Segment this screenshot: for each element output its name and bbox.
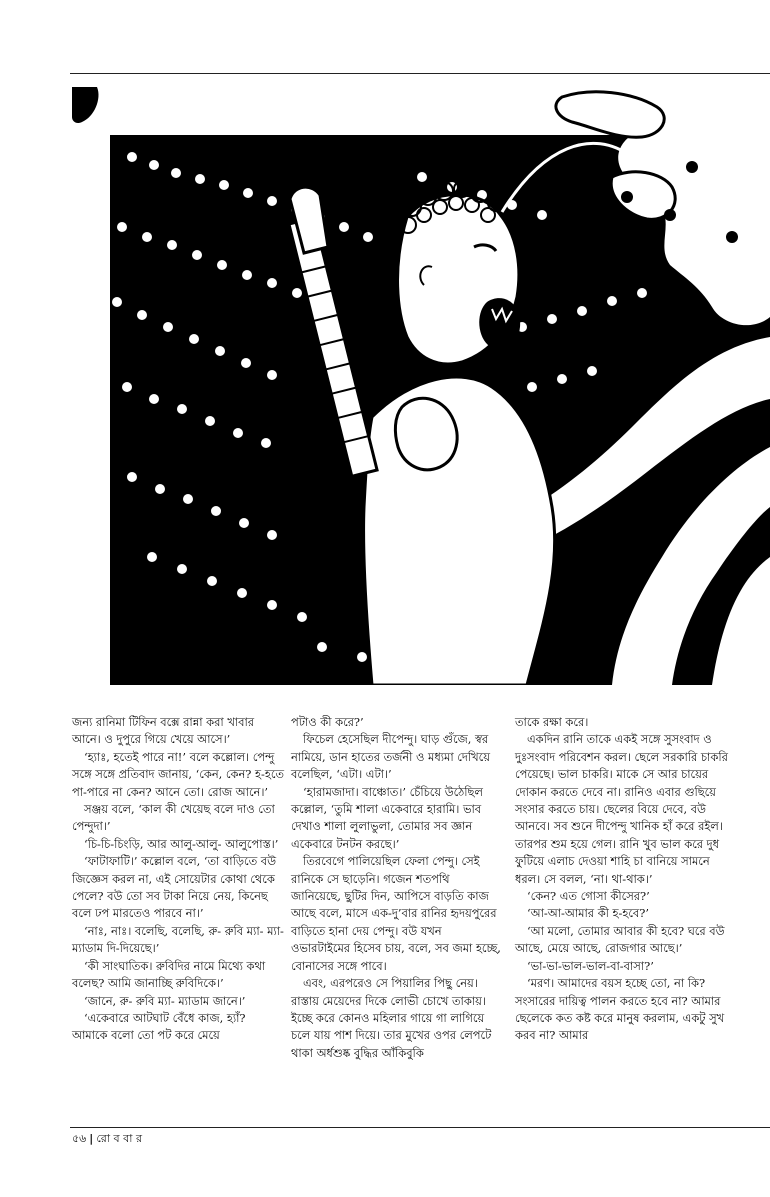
paragraph: তাকে রক্ষা করে। [515, 715, 589, 729]
paragraph: ‘কী সাংঘাতিক। রুবিদির নামে মিথ্যে কথা বলেছ? আমি জানাচ্ছি রুবিদিকে।’ [72, 958, 266, 991]
paragraph: ‘আ মলো, তোমার আবার কী হবে? ঘরে বউ আছে, মেয়ে আছে, রোজগার আছে।’ [515, 923, 725, 956]
bottom-rule [70, 1127, 770, 1128]
paragraph: ‘চি-চি-চিংড়ি, আর আলু-আলু- আলুপোস্ত।’ [84, 836, 279, 851]
paragraph: ‘হারামজাদা। বাঞ্চোত।’ চেঁচিয়ে উঠেছিল কল্লোল, ‘তুমি শালা একেবারে হারামি। ভাব দেখাও শালা লুলাভুলা, তোমার সব জ্ঞান একেবারে টনটন করছে।’ [291, 784, 483, 851]
footer-separator: | [89, 1132, 94, 1145]
paragraph: পটাও কী করে?’ [291, 715, 364, 729]
paragraph: ‘নাঃ, নাঃ। বলেছি, বলেছি, রু- রুবি ম্যা- ম্যা- ম্যাডাম দি-দিয়েছে।’ [72, 923, 284, 956]
article-column-3 [515, 714, 733, 1045]
top-rule [70, 73, 770, 74]
page-number: ৫৬ [72, 1132, 87, 1145]
paragraph: সঞ্জয় বলে, ‘কাল কী খেয়েছ বলে দাও তো পেন্দুদা।’ [72, 802, 275, 834]
paragraph: ফিচেল হেসেছিল দীপেন্দু। ঘাড় গুঁজে, স্বর নামিয়ে, ডান হাতের তর্জনী ও মধ্যমা দেখিয়ে বলেছিল, ‘এটা। এটা।’ [291, 732, 490, 782]
paragraph: ‘ভা-ভা-ভাল-ভাল-বা-বাসা?’ [527, 958, 654, 973]
paragraph: ‘মরণ। আমাদের বয়স হচ্ছে তো, না কি? সংসারের দায়িত্ব পালন করতে হবে না? আমার ছেলেকে কত কষ্ট করে মানুষ করলাম, একটু সুখ করব না? আমার [515, 976, 725, 1043]
magazine-name: রো ব বা র [96, 1132, 143, 1145]
paragraph: ‘কেন? এত গোসা কীসের?’ [527, 889, 650, 904]
paragraph: ‘হ্যাঃ, হতেই পারে না!’ বলে কল্লোল। পেন্দু সঙ্গে সঙ্গে প্রতিবাদ জানায়, ‘কেন, কেন? হ-হতে পা-পারে না কেন? আনে তো। রোজ আনে।’ [72, 749, 284, 799]
paragraph: ‘জানে, রু- রুবি ম্যা- ম্যাডাম জানে।’ [84, 993, 246, 1008]
paragraph: ‘আ-আ-আমার কী হ-হবে?’ [527, 906, 650, 921]
article-column-2 [291, 714, 503, 1062]
paragraph: ‘একেবারে আটঘাট বেঁধে কাজ, হ্যাঁ? আমাকে বলো তো পট করে মেয়ে [72, 1010, 246, 1043]
paragraph: জন্য রানিমা টিফিন বক্সে রান্না করা খাবার আনে। ও দুপুরে গিয়ে খেয়ে আসে।’ [72, 715, 255, 747]
illustration-singer-with-guitar [72, 87, 770, 685]
page-footer [72, 1131, 142, 1147]
paragraph: একদিন রানি তাকে একই সঙ্গে সুসংবাদ ও দুঃসংবাদ পরিবেশন করল। ছেলে সরকারি চাকরি পেয়েছে। ভাল চাকরি। মাকে সে আর চায়ের দোকান করতে দেবে না। রানিও এবার গুছিয়ে সংসার করতে চায়। ছেলের বিয়ে দেবে, বউ আনবে। সব শুনে দীপেন্দু খানিক হাঁ করে রইল। তারপর শুম হয়ে গেল। রানি খুব ভাল করে দুধ ফুটিয়ে এলাচ দেওয়া শাহি চা বানিয়ে সামনে ধরল। সে বলল, ‘না। থা-থাক।’ [515, 732, 728, 886]
paragraph: তিরবেগে পালিয়েছিল ফেলা পেন্দু। সেই রানিকে সে ছাড়েনি। গজেন শতপথি জানিয়েছে, ছুটির দিন, আপিসে বাড়তি কাজ আছে বলে, মাসে এক-দু’বার রানির হৃদয়পুরের বাড়িতে হানা দেয় পেন্দু। বউ যখন ওভারটাইমের হিসেব চায়, বলে, সব জমা হচ্ছে, বোনাসের সঙ্গে পাবে। [291, 854, 501, 973]
article-column-1 [72, 714, 284, 1045]
paragraph: এবং, এরপরেও সে পিয়ালির পিছু নেয়। রাস্তায় মেয়েদের দিকে লোভী চোখে তাকায়। ইচ্ছে করে কোনও মহিলার গায়ে গা লাগিয়ে চলে যায় পাশ দিয়ে। তার মুখের ওপর লেপটে থাকা অর্ধশুষ্ক বুদ্ধির আঁকিবুকি [291, 976, 492, 1060]
paragraph: ‘ফাটাফাটি।’ কল্লোল বলে, ‘তা বাড়িতে বউ জিজ্ঞেস করল না, এই সোয়েটার কোথা থেকে পেলে? বউ তো সব টাকা নিয়ে নেয়, কিনেছ বলে ঢপ মারতেও পারবে না।’ [72, 854, 276, 921]
